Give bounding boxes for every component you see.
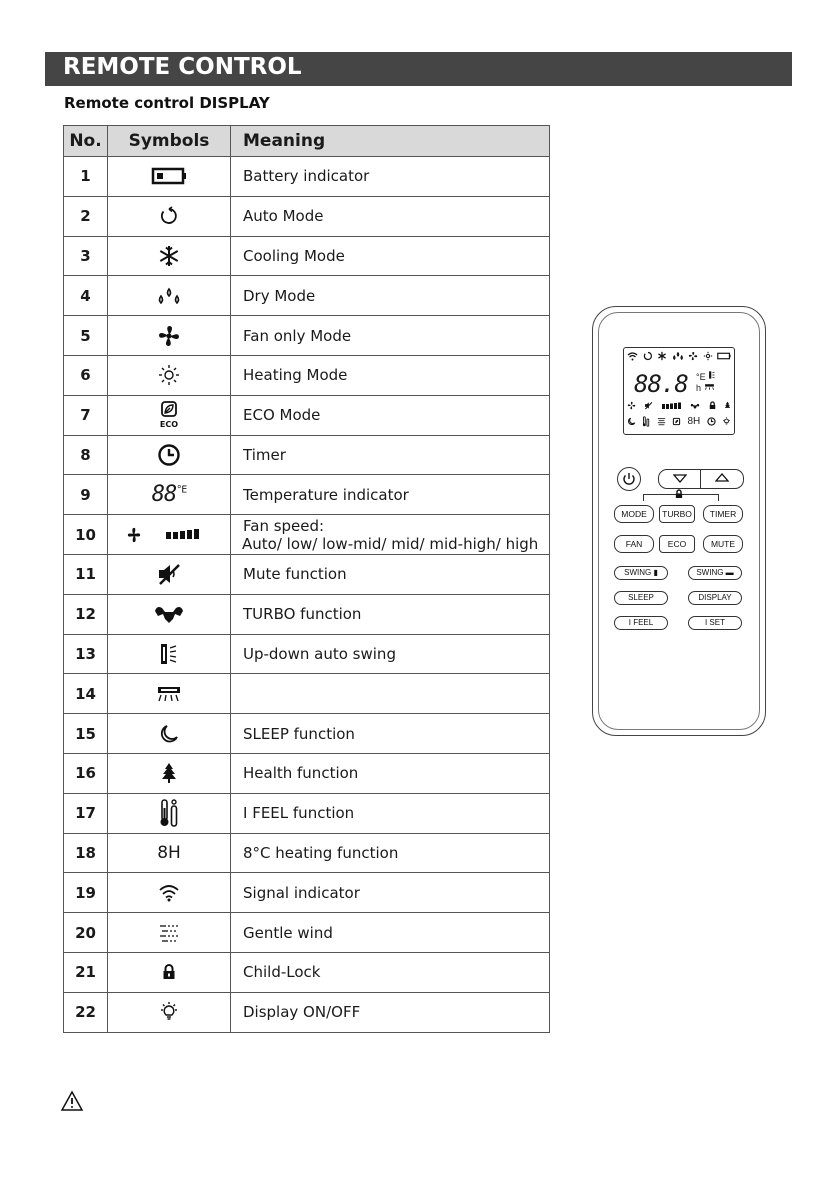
fan-icon — [157, 324, 181, 348]
svg-text:ECO: ECO — [159, 420, 179, 430]
row-number: 8 — [64, 435, 108, 475]
lcd-ifeel-icon — [642, 416, 650, 427]
mute-button[interactable]: MUTE — [703, 535, 743, 553]
wifi-icon — [158, 884, 180, 902]
row-number: 9 — [64, 475, 108, 515]
row-number: 5 — [64, 316, 108, 356]
row-number: 20 — [64, 913, 108, 953]
row-meaning: Fan only Mode — [231, 316, 550, 356]
lcd-bulb-icon — [722, 417, 731, 426]
row-number: 14 — [64, 674, 108, 714]
down-arrow-icon[interactable] — [673, 473, 687, 483]
row-number: 1 — [64, 157, 108, 197]
fan-button[interactable]: FAN — [614, 535, 654, 553]
table-row — [64, 992, 550, 1032]
row-meaning: Up-down auto swing — [231, 634, 550, 674]
table-row — [64, 395, 550, 435]
auto-mode-icon — [159, 206, 179, 226]
row-meaning: Cooling Mode — [231, 236, 550, 276]
lcd-drops-icon — [672, 351, 684, 361]
row-number: 19 — [64, 873, 108, 913]
row-number: 3 — [64, 236, 108, 276]
lcd-unit: °E — [696, 372, 706, 382]
header-bar — [45, 52, 792, 86]
row-meaning: Child-Lock — [231, 952, 550, 992]
symbols-table — [63, 125, 550, 1033]
turbo-button[interactable]: TURBO — [659, 505, 695, 523]
lcd-8h-label: 8H — [687, 416, 701, 427]
warning-triangle-icon — [60, 1090, 84, 1112]
lcd-wifi-icon — [627, 352, 638, 361]
row-meaning: ECO Mode — [231, 395, 550, 435]
lcd-snowflake-icon — [657, 351, 667, 361]
row-number: 11 — [64, 554, 108, 594]
table-row — [64, 714, 550, 754]
temperature-updown-button[interactable] — [658, 469, 744, 489]
child-lock-small-icon — [675, 489, 683, 499]
row-number: 4 — [64, 276, 108, 316]
row-meaning: Gentle wind — [231, 913, 550, 953]
iset-button[interactable]: I SET — [688, 616, 742, 630]
lcd-turbo-icon — [690, 402, 700, 410]
row-meaning: Mute function — [231, 554, 550, 594]
table-row — [64, 634, 550, 674]
lcd-hour: h — [696, 383, 702, 393]
row-number: 12 — [64, 594, 108, 634]
sun-icon — [157, 363, 181, 387]
display-button[interactable]: DISPLAY — [688, 591, 742, 605]
8h-icon: 8H — [157, 842, 181, 863]
row-meaning — [231, 674, 550, 714]
tree-icon — [160, 762, 178, 784]
row-number: 6 — [64, 355, 108, 395]
table-row — [64, 316, 550, 356]
lcd-mute-icon — [644, 401, 653, 410]
table-row — [64, 355, 550, 395]
table-row — [64, 753, 550, 793]
table-row — [64, 594, 550, 634]
lcd-moon-icon — [627, 417, 636, 426]
row-meaning: Heating Mode — [231, 355, 550, 395]
table-row — [64, 435, 550, 475]
ifeel-button[interactable]: I FEEL — [614, 616, 668, 630]
row-number: 17 — [64, 793, 108, 833]
mute-icon — [156, 562, 182, 586]
row-number: 13 — [64, 634, 108, 674]
lcd-bottom-icons — [627, 416, 731, 427]
battery-icon — [151, 167, 187, 185]
table-row — [64, 873, 550, 913]
table-row — [64, 833, 550, 873]
col-header-symbols: Symbols — [108, 126, 231, 157]
row-number: 18 — [64, 833, 108, 873]
lcd-battery-icon — [717, 352, 731, 360]
bulb-icon — [158, 1001, 180, 1023]
row-meaning: I FEEL function — [231, 793, 550, 833]
row-number: 2 — [64, 196, 108, 236]
page-title: REMOTE CONTROL — [63, 54, 302, 80]
row-number: 22 — [64, 992, 108, 1032]
left-right-swing-icon — [156, 684, 182, 704]
row-number: 21 — [64, 952, 108, 992]
swing-updown-label: SWING — [624, 568, 652, 577]
table-row — [64, 236, 550, 276]
lcd-gentle-wind-icon — [657, 417, 666, 426]
turbo-muscle-icon — [153, 603, 185, 625]
table-row — [64, 952, 550, 992]
eco-leaf-icon — [156, 400, 182, 430]
lcd-updown-swing-icon — [708, 370, 716, 380]
row-meaning: Battery indicator — [231, 157, 550, 197]
up-arrow-icon[interactable] — [715, 473, 729, 483]
col-header-meaning: Meaning — [231, 126, 550, 157]
row-number: 16 — [64, 753, 108, 793]
sleep-button[interactable]: SLEEP — [614, 591, 668, 605]
lcd-middle-icons — [627, 401, 731, 410]
row-meaning: SLEEP function — [231, 714, 550, 754]
lcd-clock-icon — [707, 417, 716, 426]
lcd-leftright-swing-icon — [704, 383, 715, 391]
row-number: 7 — [64, 395, 108, 435]
snowflake-icon — [157, 244, 181, 268]
row-meaning: Temperature indicator — [231, 475, 550, 515]
lcd-eco-icon — [672, 417, 681, 426]
row-number: 10 — [64, 515, 108, 555]
lcd-sun-icon — [703, 351, 713, 361]
table-row — [64, 196, 550, 236]
row-meaning: Signal indicator — [231, 873, 550, 913]
lcd-tree-icon — [724, 401, 731, 410]
lcd-fan-bars-icon — [662, 402, 682, 409]
row-meaning: Dry Mode — [231, 276, 550, 316]
table-header-row — [64, 126, 550, 157]
section-subtitle: Remote control DISPLAY — [64, 94, 270, 112]
lock-icon — [162, 964, 176, 980]
lcd-fan-small-icon — [627, 401, 636, 410]
clock-icon — [157, 443, 181, 467]
row-meaning: Health function — [231, 753, 550, 793]
swing-updown-button[interactable]: SWING ▮ — [614, 566, 668, 580]
moon-icon — [158, 723, 180, 745]
table-row — [64, 276, 550, 316]
timer-button[interactable]: TIMER — [703, 505, 743, 523]
table-row — [64, 913, 550, 953]
lcd-fan-icon — [688, 351, 698, 361]
remote-control-illustration — [592, 306, 766, 736]
fan-speed-icon — [124, 525, 214, 545]
row-meaning: 8°C heating function — [231, 833, 550, 873]
row-meaning: Timer — [231, 435, 550, 475]
table-row — [64, 674, 550, 714]
table-row — [64, 554, 550, 594]
row-meaning: Fan speed: Auto/ low/ low-mid/ mid/ mid-high/ high — [231, 515, 550, 555]
table-row — [64, 475, 550, 515]
thermometer-person-icon — [158, 798, 180, 828]
swing-leftright-button[interactable]: SWING ▬ — [688, 566, 742, 580]
lcd-side-indicators — [696, 370, 716, 394]
row-meaning: Display ON/OFF — [231, 992, 550, 1032]
lcd-auto-icon — [643, 351, 653, 361]
swing-leftright-label: SWING — [696, 568, 724, 577]
up-down-swing-icon — [158, 642, 180, 666]
row-number: 15 — [64, 714, 108, 754]
table-row — [64, 515, 550, 555]
lcd-display — [623, 347, 735, 435]
water-drops-icon — [156, 286, 182, 306]
gentle-wind-icon — [158, 923, 180, 943]
power-button[interactable] — [617, 467, 641, 491]
lcd-top-icons — [627, 351, 731, 361]
power-icon — [618, 468, 640, 490]
row-meaning: Auto Mode — [231, 196, 550, 236]
col-header-no: No. — [64, 126, 108, 157]
lcd-lock-icon — [709, 401, 716, 410]
eco-button[interactable]: ECO — [659, 535, 695, 553]
table-row — [64, 157, 550, 197]
lcd-temperature-digits: 88.8 — [634, 370, 688, 398]
segment-digits-icon: $88^{^\circ E}$ — [151, 482, 187, 508]
table-row — [64, 793, 550, 833]
mode-button[interactable]: MODE — [614, 505, 654, 523]
row-meaning: TURBO function — [231, 594, 550, 634]
